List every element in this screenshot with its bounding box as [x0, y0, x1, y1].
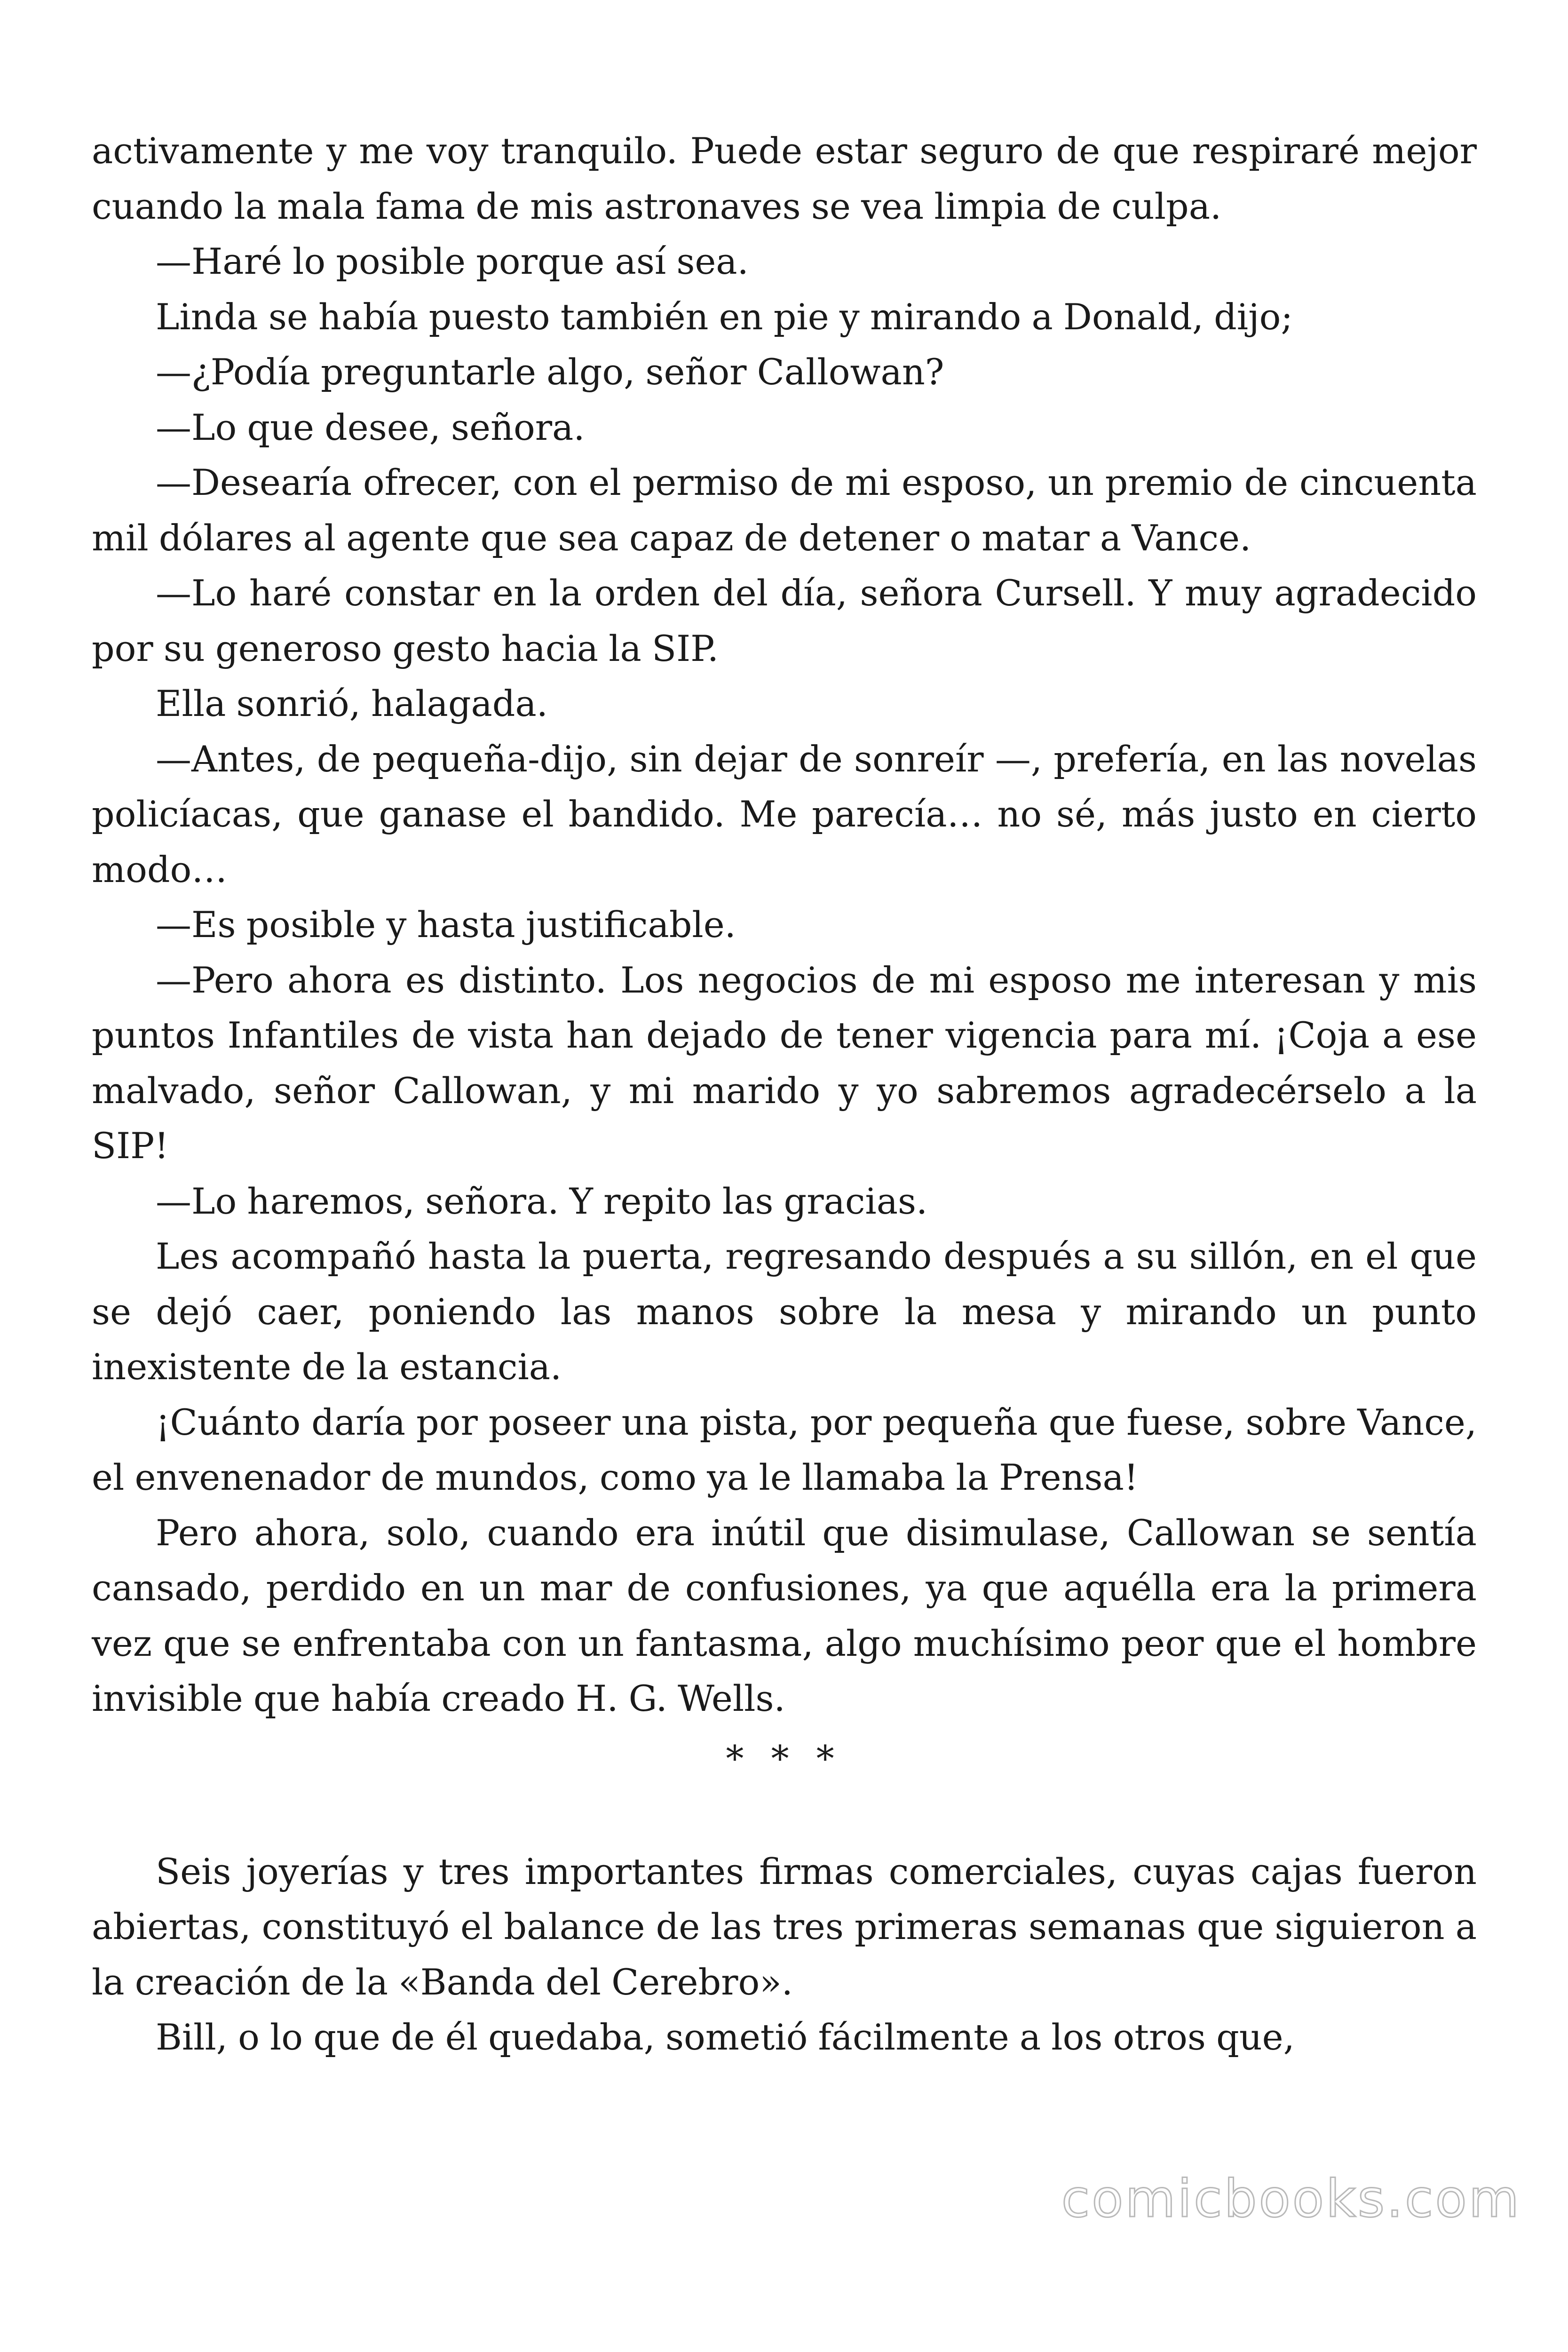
- paragraph-3: Linda se había puesto también en pie y mirando a Donald, dijo;: [156, 295, 1293, 338]
- paragraph-14: ¡Cuánto daría por poseer una pista, por pequeña que fuese, sobre Vance, el envenenador de mundos, como ya le llamaba la Prensa!: [92, 1401, 1477, 1498]
- paragraph-8: Ella sonrió, halagada.: [156, 683, 548, 724]
- scene-break: * * *: [726, 1737, 843, 1780]
- paragraph-12: —Lo haremos, señora. Y repito las gracias.: [156, 1180, 928, 1222]
- paragraph-11: —Pero ahora es distinto. Los negocios de mi esposo me interesan y mis puntos Infantiles de vista han dejado de tener vigencia para mí. ¡Coja a ese malvado, señor Callowan, y mi marido y yo sabremos agradecérselo a la SIP!: [92, 959, 1477, 1167]
- paragraph-16: Seis joyerías y tres importantes firmas comerciales, cuyas cajas fueron abiertas, constituyó el balance de las tres primeras semanas que siguieron a la creación de la «Banda del Cerebro».: [92, 1850, 1477, 2003]
- paragraph-2: —Haré lo posible porque así sea.: [156, 240, 749, 282]
- watermark-logo: comicbooks.com: [1061, 2169, 1521, 2229]
- paragraph-10: —Es posible y hasta justificable.: [156, 904, 736, 946]
- page-body: [92, 123, 1477, 2065]
- paragraph-5: —Lo que desee, señora.: [156, 406, 585, 448]
- paragraph-4: —¿Podía preguntarle algo, señor Callowan?: [156, 351, 944, 393]
- paragraph-15: Pero ahora, solo, cuando era inútil que disimulase, Callowan se sentía cansado, perdido en un mar de confusiones, ya que aquélla era la primera vez que se enfrentaba con un fantasma, algo muchísimo peor que el hombre invisible que había creado H. G. Wells.: [92, 1511, 1477, 1719]
- paragraph-7: —Lo haré constar en la orden del día, señora Cursell. Y muy agradecido por su generoso gesto hacia la SIP.: [92, 572, 1477, 669]
- paragraph-1: activamente y me voy tranquilo. Puede estar seguro de que respiraré mejor cuando la mala fama de mis astronaves se vea limpia de culpa.: [92, 130, 1477, 227]
- paragraph-9: —Antes, de pequeña-dijo, sin dejar de sonreír —, prefería, en las novelas policíacas, que ganase el bandido. Me parecía… no sé, más justo en cierto modo…: [92, 738, 1477, 890]
- paragraph-17: Bill, o lo que de él quedaba, sometió fácilmente a los otros que,: [156, 2016, 1295, 2058]
- paragraph-6: —Desearía ofrecer, con el permiso de mi esposo, un premio de cincuenta mil dólares al agente que sea capaz de detener o matar a Vance.: [92, 461, 1477, 559]
- paragraph-13: Les acompañó hasta la puerta, regresando después a su sillón, en el que se dejó caer, poniendo las manos sobre la mesa y mirando un punto inexistente de la estancia.: [92, 1235, 1477, 1388]
